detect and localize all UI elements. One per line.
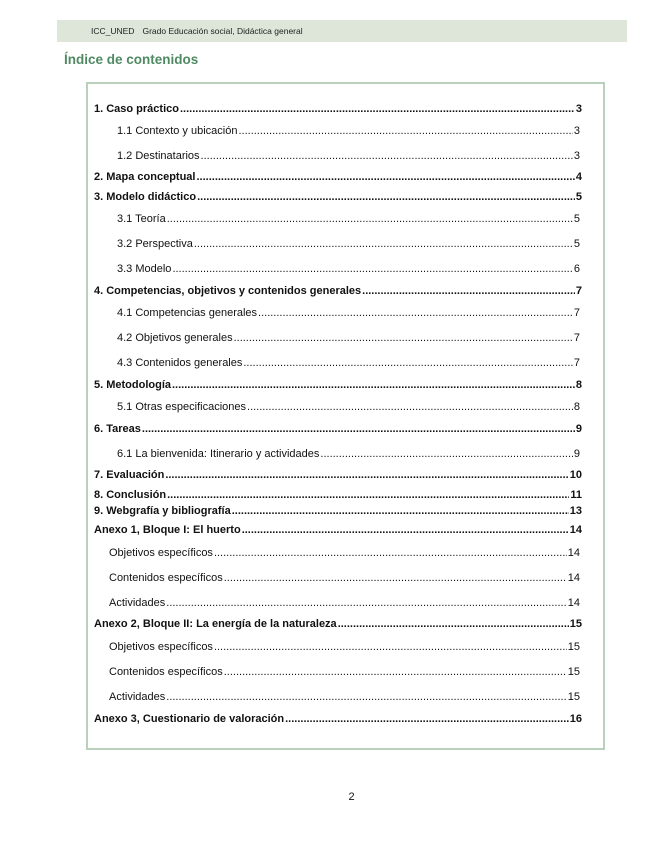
toc-entry-title: Objetivos específicos — [109, 547, 213, 559]
dot-leader — [362, 285, 575, 297]
toc-entry[interactable] — [94, 285, 582, 297]
dot-leader — [201, 150, 573, 162]
dot-leader — [197, 191, 575, 203]
toc-entry-page: 14 — [567, 572, 580, 584]
dot-leader — [234, 332, 573, 344]
toc-entry-title: 1.2 Destinatarios — [117, 150, 200, 162]
toc-entry-title: Anexo 2, Bloque II: La energía de la naturaleza — [94, 618, 337, 630]
dot-leader — [258, 307, 573, 319]
toc-entry-page: 7 — [573, 307, 580, 319]
toc-entry-page: 8 — [575, 379, 582, 391]
toc-entry-title: 3.3 Modelo — [117, 263, 172, 275]
dot-leader — [224, 572, 567, 584]
toc-entry[interactable] — [94, 103, 582, 115]
toc-entry[interactable] — [117, 213, 580, 225]
toc-entry-title: Anexo 1, Bloque I: El huerto — [94, 524, 241, 536]
toc-entry-title: 5.1 Otras especificaciones — [117, 401, 247, 413]
toc-entry-page: 5 — [573, 238, 580, 250]
dot-leader — [172, 263, 572, 275]
dot-leader — [242, 524, 569, 536]
dot-leader — [166, 597, 566, 609]
toc-entry-page: 7 — [573, 332, 580, 344]
running-header — [57, 20, 627, 42]
toc-entry[interactable] — [109, 597, 580, 609]
toc-entry-title: 7. Evaluación — [94, 469, 165, 481]
toc-entry-title: 6. Tareas — [94, 423, 141, 435]
dot-leader — [243, 357, 573, 369]
toc-entry-page: 14 — [567, 597, 580, 609]
toc-entry[interactable] — [94, 505, 582, 517]
dot-leader — [166, 691, 566, 703]
toc-entry-page: 15 — [567, 691, 580, 703]
toc-entry-title: 4. Competencias, objetivos y contenidos generales — [94, 285, 362, 297]
toc-entry[interactable] — [117, 307, 580, 319]
dot-leader — [214, 641, 567, 653]
toc-entry[interactable] — [117, 150, 580, 162]
toc-entry-page: 9 — [575, 423, 582, 435]
toc-entry-page: 3 — [573, 150, 580, 162]
dot-leader — [232, 505, 569, 517]
toc-entry-title: 8. Conclusión — [94, 489, 167, 501]
toc-entry[interactable] — [94, 489, 582, 501]
dot-leader — [320, 448, 572, 460]
dot-leader — [285, 713, 569, 725]
toc-entry[interactable] — [117, 401, 580, 413]
dot-leader — [172, 379, 575, 391]
toc-entry-title: Anexo 3, Cuestionario de valoración — [94, 713, 285, 725]
toc-entry[interactable] — [117, 332, 580, 344]
toc-entry-title: 3. Modelo didáctico — [94, 191, 197, 203]
toc-entry-page: 13 — [569, 505, 582, 517]
toc-entry-title: 4.3 Contenidos generales — [117, 357, 243, 369]
toc-entry-title: Actividades — [109, 597, 166, 609]
header-code: ICC_UNED — [91, 26, 135, 36]
toc-entry-page: 3 — [573, 125, 580, 137]
toc-entry-title: 2. Mapa conceptual — [94, 171, 196, 183]
toc-entry[interactable] — [117, 125, 580, 137]
toc-entry[interactable] — [94, 713, 582, 725]
toc-entry-page: 7 — [573, 357, 580, 369]
dot-leader — [180, 103, 575, 115]
dot-leader — [238, 125, 572, 137]
dot-leader — [224, 666, 567, 678]
toc-entry[interactable] — [117, 357, 580, 369]
toc-entry[interactable] — [117, 263, 580, 275]
toc-entry-title: 3.1 Teoría — [117, 213, 166, 225]
header-course: Grado Educación social, Didáctica general — [142, 26, 303, 36]
toc-entry-page: 5 — [573, 213, 580, 225]
toc-entry[interactable] — [109, 572, 580, 584]
page-number: 2 — [348, 791, 355, 803]
toc-entry[interactable] — [109, 666, 580, 678]
toc-entry-page: 11 — [570, 489, 582, 501]
toc-entry[interactable] — [109, 547, 580, 559]
dot-leader — [247, 401, 573, 413]
toc-entry-title: Objetivos específicos — [109, 641, 213, 653]
dot-leader — [142, 423, 575, 435]
dot-leader — [167, 213, 573, 225]
toc-entry-page: 6 — [573, 263, 580, 275]
toc-entry-title: Contenidos específicos — [109, 572, 223, 584]
toc-entry-page: 16 — [569, 713, 582, 725]
toc-entry[interactable] — [109, 691, 580, 703]
toc-entry-page: 15 — [567, 666, 580, 678]
dot-leader — [338, 618, 569, 630]
toc-entry-page: 14 — [569, 524, 582, 536]
toc-entry-title: 1.1 Contexto y ubicación — [117, 125, 238, 137]
toc-entry-title: 6.1 La bienvenida: Itinerario y actividades — [117, 448, 320, 460]
toc-entry-title: 4.2 Objetivos generales — [117, 332, 233, 344]
toc-entry-page: 9 — [573, 448, 580, 460]
toc-entry[interactable] — [109, 641, 580, 653]
toc-entry-title: 9. Webgrafía y bibliografía — [94, 505, 231, 517]
toc-entry-title: Actividades — [109, 691, 166, 703]
toc-entry[interactable] — [94, 618, 582, 630]
toc-entry-page: 15 — [567, 641, 580, 653]
toc-entry[interactable] — [94, 469, 582, 481]
toc-heading: Índice de contenidos — [64, 52, 199, 67]
dot-leader — [194, 238, 573, 250]
dot-leader — [214, 547, 567, 559]
toc-entry[interactable] — [94, 524, 582, 536]
toc-entry-title: 1. Caso práctico — [94, 103, 179, 115]
toc-entry[interactable] — [94, 191, 582, 203]
toc-entry[interactable] — [94, 379, 582, 391]
toc-entry-page: 5 — [575, 191, 582, 203]
toc-entry-title: 4.1 Competencias generales — [117, 307, 258, 319]
toc-entry-title: Contenidos específicos — [109, 666, 223, 678]
toc-entry-page: 7 — [575, 285, 582, 297]
toc-entry[interactable] — [94, 171, 582, 183]
toc-entry-page: 4 — [575, 171, 582, 183]
dot-leader — [196, 171, 574, 183]
toc-entry-page: 14 — [567, 547, 580, 559]
toc-entry[interactable] — [94, 423, 582, 435]
toc-entry-page: 8 — [573, 401, 580, 413]
toc-entry[interactable] — [117, 238, 580, 250]
toc-entry-page: 15 — [569, 618, 582, 630]
dot-leader — [165, 469, 568, 481]
toc-entry-title: 5. Metodología — [94, 379, 171, 391]
toc-entry-page: 10 — [569, 469, 582, 481]
dot-leader — [167, 489, 569, 501]
toc-entry-title: 3.2 Perspectiva — [117, 238, 193, 250]
toc-entry-page: 3 — [575, 103, 582, 115]
toc-entry[interactable] — [117, 448, 580, 460]
